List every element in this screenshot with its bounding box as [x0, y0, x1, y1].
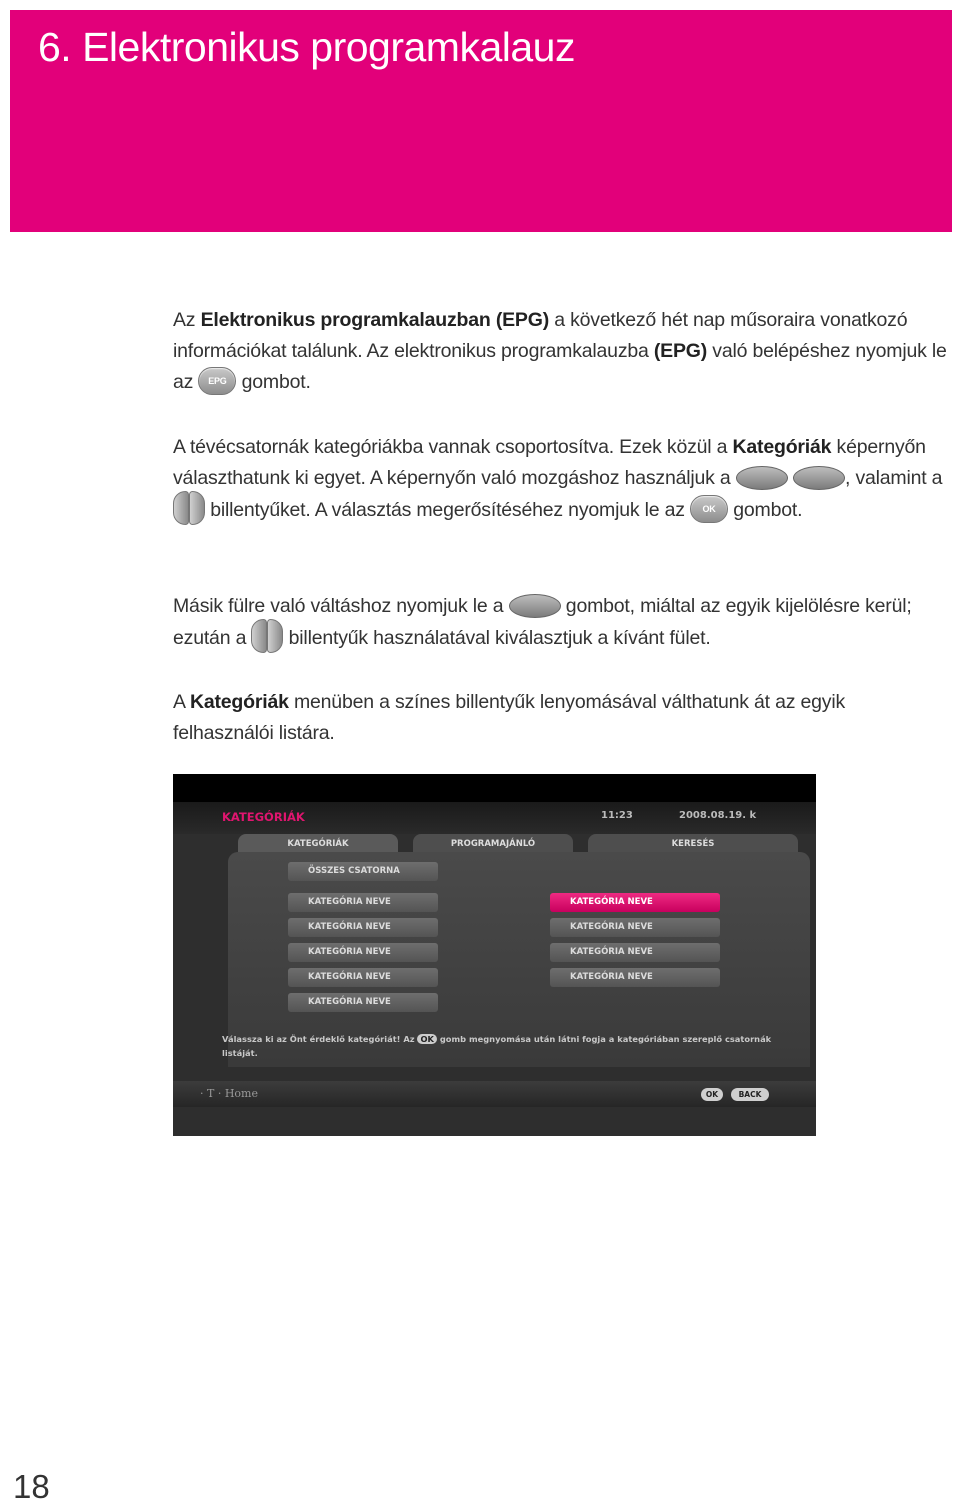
bold-term: Elektronikus programkalauzban (EPG)	[200, 309, 549, 331]
tv-top-bar	[173, 774, 816, 802]
tv-hint-text: Válassza ki az Önt érdeklő kategóriát! Az OK gomb megnyomása után látni fogja a kategóriában szereplő csatornák listáját.	[222, 1034, 772, 1058]
bold-term: (EPG)	[653, 340, 708, 362]
tv-screenshot	[173, 774, 816, 1136]
tv-category-row[interactable]: KATEGÓRIA NEVE	[288, 968, 438, 987]
tv-category-row-selected[interactable]: KATEGÓRIA NEVE	[550, 893, 720, 912]
tv-category-row[interactable]: KATEGÓRIA NEVE	[550, 943, 720, 962]
tv-screen-title: KATEGÓRIÁK	[222, 810, 305, 824]
tv-ok-button[interactable]: OK	[701, 1088, 723, 1101]
chapter-title: 6. Elektronikus programkalauz	[38, 24, 575, 70]
bold-term: Kategóriák	[732, 436, 832, 458]
paragraph-color-keys: A Kategóriák menüben a színes billentyűk lenyomásával válthatunk át az egyik felhasználói listára.	[173, 691, 846, 744]
paragraph-categories: A tévécsatornák kategóriákba vannak csoportosítva. Ezek közül a Kategóriák képernyőn választhatunk ki egyet. A képernyőn való mozgáshoz használjuk a , valamint a billentyűket. A választás megerősítéséhez nyomjuk le az OK gombot.	[173, 432, 948, 528]
up-down-key-icon	[251, 619, 283, 653]
up-down-key-icon	[173, 491, 205, 525]
tab-switch-key-icon	[509, 594, 561, 618]
paragraph-tabs: Másik fülre való váltáshoz nyomjuk le a gombot, miáltal az egyik kijelölésre kerül; ezután a billentyűk használatával kiválasztjuk a kívánt fület.	[173, 591, 948, 656]
t-home-logo: · T · Home	[200, 1087, 258, 1100]
left-arrow-key-icon	[736, 466, 788, 490]
tv-category-row[interactable]: KATEGÓRIA NEVE	[288, 943, 438, 962]
tv-category-row[interactable]: KATEGÓRIA NEVE	[288, 918, 438, 937]
bold-term: Kategóriák	[189, 691, 289, 713]
epg-key-icon: EPG	[198, 367, 236, 395]
tv-tab-categories[interactable]: KATEGÓRIÁK	[238, 834, 398, 854]
paragraph-epg-intro: Az Elektronikus programkalauzban (EPG) a következő hét nap műsoraira vonatkozó információkat találunk. Az elektronikus programkalauzba (EPG) való belépéshez nyomjuk le az EPG gombot.	[173, 309, 947, 393]
tv-category-row[interactable]: KATEGÓRIA NEVE	[288, 993, 438, 1012]
tv-date: 2008.08.19. k	[679, 810, 757, 821]
ok-key-icon: OK	[690, 495, 728, 523]
chapter-header	[10, 10, 952, 232]
tv-category-row[interactable]: KATEGÓRIA NEVE	[288, 893, 438, 912]
tv-category-row[interactable]: KATEGÓRIA NEVE	[550, 968, 720, 987]
tv-tab-recommendations[interactable]: PROGRAMAJÁNLÓ	[413, 834, 573, 854]
tv-category-row[interactable]: KATEGÓRIA NEVE	[550, 918, 720, 937]
tv-ok-badge: OK	[417, 1034, 436, 1044]
tv-clock: 11:23	[601, 810, 633, 821]
tv-all-channels-row[interactable]: ÖSSZES CSATORNA	[288, 862, 438, 881]
right-arrow-key-icon	[793, 466, 845, 490]
page-number: 18	[13, 1468, 50, 1505]
tv-back-button[interactable]: BACK	[731, 1088, 769, 1101]
tv-tab-search[interactable]: KERESÉS	[588, 834, 798, 854]
